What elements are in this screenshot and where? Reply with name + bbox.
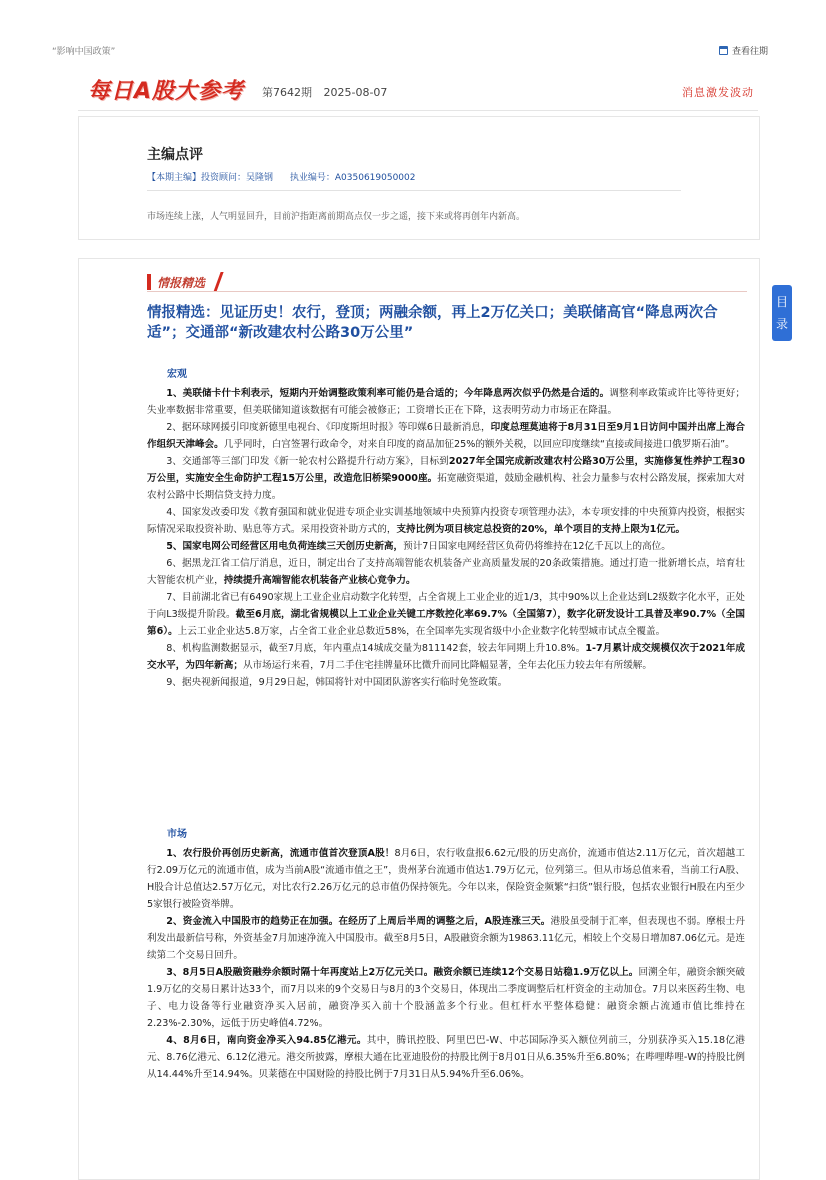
editor-comment: 市场连续上涨，人气明显回升，目前沪指距离前期高点仅一步之遥，接下来或将再创年内新高。 — [147, 212, 526, 222]
paragraph-highlight: 5、国家电网公司经营区用电负荷连续三天创历史新高， — [166, 541, 404, 552]
paragraph-highlight: 2、资金流入中国股市的趋势正在加强。在经历了上周后半周的调整之后，A股连涨三天。 — [166, 916, 551, 927]
editor-meta — [147, 170, 430, 183]
macro-paragraph — [147, 504, 745, 538]
toc-label-2: 录 — [775, 317, 788, 331]
paragraph-highlight: 截至6月底，湖北省规模以上工业企业关键工序数控化率69.7%（全国第7），数字化研发设计工具普及率90.7%（全国第6）。 — [147, 609, 745, 637]
paragraph-text: 从市场运行来看，7月二手住宅挂牌量环比微升而同比降幅显著，全年去化压力较去年有所缓解。 — [242, 660, 652, 671]
masthead — [78, 72, 758, 112]
editor-host: 【本期主编】投资顾问：吴隆钢 — [147, 173, 274, 183]
archive-label: 查看往期 — [731, 47, 768, 57]
logo: 每日A股大参考 — [88, 79, 245, 104]
macro-paragraph — [147, 419, 745, 453]
paragraph-highlight: 2027年全国完成新改建农村公路30万公里，实施修复性养护工程30万公里，实施安全生命防护工程15万公里，改造危旧桥梁9000座。 — [147, 456, 745, 484]
paragraph-text: 上云工业企业达5.8万家，占全省工业企业总数近58%，在全国率先实现省级中小企业数字化转型城市试点全覆盖。 — [177, 626, 666, 637]
main-panel — [78, 258, 760, 1180]
paragraph-lead: 3、交通部等三部门印发《新一轮农村公路提升行动方案》，目标到 — [166, 456, 449, 467]
divider — [78, 110, 758, 111]
macro-title: 宏观 — [167, 369, 187, 380]
editor-panel — [78, 116, 760, 240]
section-flag — [147, 272, 297, 292]
paragraph-text: 几乎同时，白宫签署行政命令，对来自印度的商品加征25%的额外关税，以回应印度继续“直接或间接进口俄罗斯石油”。 — [223, 439, 735, 450]
paragraph-highlight: 支持比例为项目核定总投资的20%，单个项目的支持上限为1亿元。 — [396, 524, 686, 535]
toc-label-1: 目 — [775, 295, 788, 309]
editor-license: 执业编号：A0350619050002 — [289, 173, 416, 183]
paragraph-highlight: 3、8月5日A股融资融券余额时隔十年再度站上2万亿元关口。融资余额已连续12个交易日站稳1.9万亿以上。 — [166, 967, 639, 978]
paragraph-highlight: 印度总理莫迪将于8月31日至9月1日访问中国并出席上海合作组织天津峰会。 — [147, 422, 745, 450]
market-paragraph — [147, 964, 745, 1032]
divider — [147, 190, 681, 191]
paragraph-text: 回溯全年，融资余额突破1.9万亿的交易日累计达33个，而7月以来的9个交易日与8月的3个交易日，体现出二季度调整后杠杆资金的主动加仓。7月以来医药生物、电子、电力设备等行业融资净买入居前，融资净买入前十个股涵盖多个行业。但杠杆水平整体稳健：融资余额占流通市值比维持在2.23%-2.30%，远低于历史峰值4.72%。 — [147, 967, 745, 1029]
paragraph-text: 港股虽受制于汇率，但表现也不弱。摩根士丹利发出最新信号称，外资基金7月加速净流入中国股市。截至8月5日，A股融资余额为19863.11亿元，相较上个交易日增加87.06亿元。是连续第二个交易日回升。 — [147, 916, 745, 961]
divider — [147, 291, 747, 292]
paragraph-text: 预计7日国家电网经营区负荷仍将维持在12亿千瓦以上的高位。 — [403, 541, 671, 552]
paragraph-lead: 8、机构监测数据显示，截至7月底，年内重点14城成交量为811142套，较去年同期上升10.8%。 — [166, 643, 586, 654]
paragraph-lead: 7、目前湖北省已有6490家规上工业企业启动数字化转型，占全省规上工业企业的近1/3，其中90%以上企业达到L2级数字化水平，正处于向L3级提升阶段。 — [147, 592, 745, 620]
macro-paragraph — [147, 589, 745, 640]
macro-paragraph — [147, 538, 745, 555]
issue-number: 第7642期 — [262, 86, 312, 99]
paragraph-highlight: 1、美联储卡什卡利表示，短期内开始调整政策利率可能仍是合适的；今年降息两次似乎仍然是合适的。 — [166, 388, 610, 399]
market-paragraph — [147, 1032, 745, 1083]
archive-link[interactable] — [719, 44, 768, 57]
calendar-icon — [719, 46, 728, 55]
paragraph-text: 调整利率政策或许比等待更好；失业率数据非常重要，但美联储知道该数据有可能会被修正；工资增长正在下降，这表明劳动力市场正在降温。 — [147, 388, 745, 416]
paragraph-highlight: 1、农行股价再创历史新高，流通市值首次登顶A股！ — [166, 848, 395, 859]
editor-title: 主编点评 — [147, 147, 203, 163]
paragraph-highlight: 4、8月6日，南向资金净买入94.85亿港元。 — [166, 1035, 367, 1046]
tagline: “影响中国政策” — [52, 47, 116, 57]
macro-paragraph — [147, 453, 745, 504]
paragraph-highlight: 持续提升高端智能农机装备产业核心竞争力。 — [223, 575, 416, 586]
flag-bar — [147, 274, 151, 290]
paragraph-highlight: 1-7月累计成交规模仅次于2021年成交水平，为四年新高； — [147, 643, 745, 671]
market-body — [147, 845, 745, 1083]
top-bar — [0, 0, 826, 64]
macro-paragraph — [147, 555, 745, 589]
toc-tab[interactable] — [772, 285, 792, 341]
market-paragraph — [147, 845, 745, 913]
paragraph-lead: 4、国家发改委印发《教育强国和就业促进专项企业实训基地领域中央预算内投资专项管理办法》，本专项安排的中央预算内投资，根据实际情况采取投资补助、贴息等方式。采用投资补助方式的， — [147, 507, 745, 535]
paragraph-text: 其中，腾讯控股、阿里巴巴-W、中芯国际净买入额位列前三，分别获净买入15.18亿港元、8.76亿港元、6.12亿港元。港交所披露，摩根大通在比亚迪股份的持股比例于8月01日从6.35%升至6.80%；在哔哩哔哩-W的持股比例从14.44%升至14.94%。贝莱德在中国财险的持股比例于7月31日从5.94%升至6.06%。 — [147, 1035, 745, 1080]
issue-date: 2025-08-07 — [323, 86, 388, 99]
macro-paragraph — [147, 385, 745, 419]
paragraph-lead: 9、据央视新闻报道，9月29日起，韩国将针对中国团队游客实行临时免签政策。 — [166, 677, 508, 688]
flag-tail — [213, 272, 223, 292]
market-title: 市场 — [167, 829, 187, 840]
market-paragraph — [147, 913, 745, 964]
macro-paragraph — [147, 640, 745, 674]
paragraph-lead: 6、据黑龙江省工信厅消息，近日，制定出台了支持高端智能农机装备产业高质量发展的20条政策措施。通过打造一批新增长点，培育壮大智能农机产业， — [147, 558, 745, 586]
paragraph-text: 8月6日，农行收盘报6.62元/股的历史高价，流通市值达2.11万亿元，首次超越工行2.09万亿元的流通市值，成为当前A股“流通市值之王”，贵州茅台流通市值达1.79万亿元，位列第三。但从市场总值来看，当前工行A股、H股合计总值达2.57万亿元，对比农行2.26万亿元的总市值仍保持领先。今年以来，保险资金频繁“扫货”银行股，包括农业银行H股在内至少5家银行被险资举牌。 — [147, 848, 745, 910]
macro-paragraph — [147, 674, 745, 691]
article-headline: 情报精选：见证历史！农行，登顶；两融余额，再上2万亿关口；美联储高官“降息两次合适”；交通部“新改建农村公路30万公里” — [147, 305, 718, 341]
slogan: 消息激发波动 — [682, 86, 754, 99]
issue-info — [262, 84, 395, 100]
section-flag-label: 情报精选 — [157, 276, 206, 290]
paragraph-lead: 2、据环球网援引印度新德里电视台、《印度斯坦时报》等印媒6日最新消息， — [166, 422, 491, 433]
macro-body — [147, 385, 745, 691]
paragraph-text: 拓宽融资渠道，鼓励金融机构、社会力量参与农村公路发展，探索加大对农村公路中长期信贷支持力度。 — [147, 473, 745, 501]
